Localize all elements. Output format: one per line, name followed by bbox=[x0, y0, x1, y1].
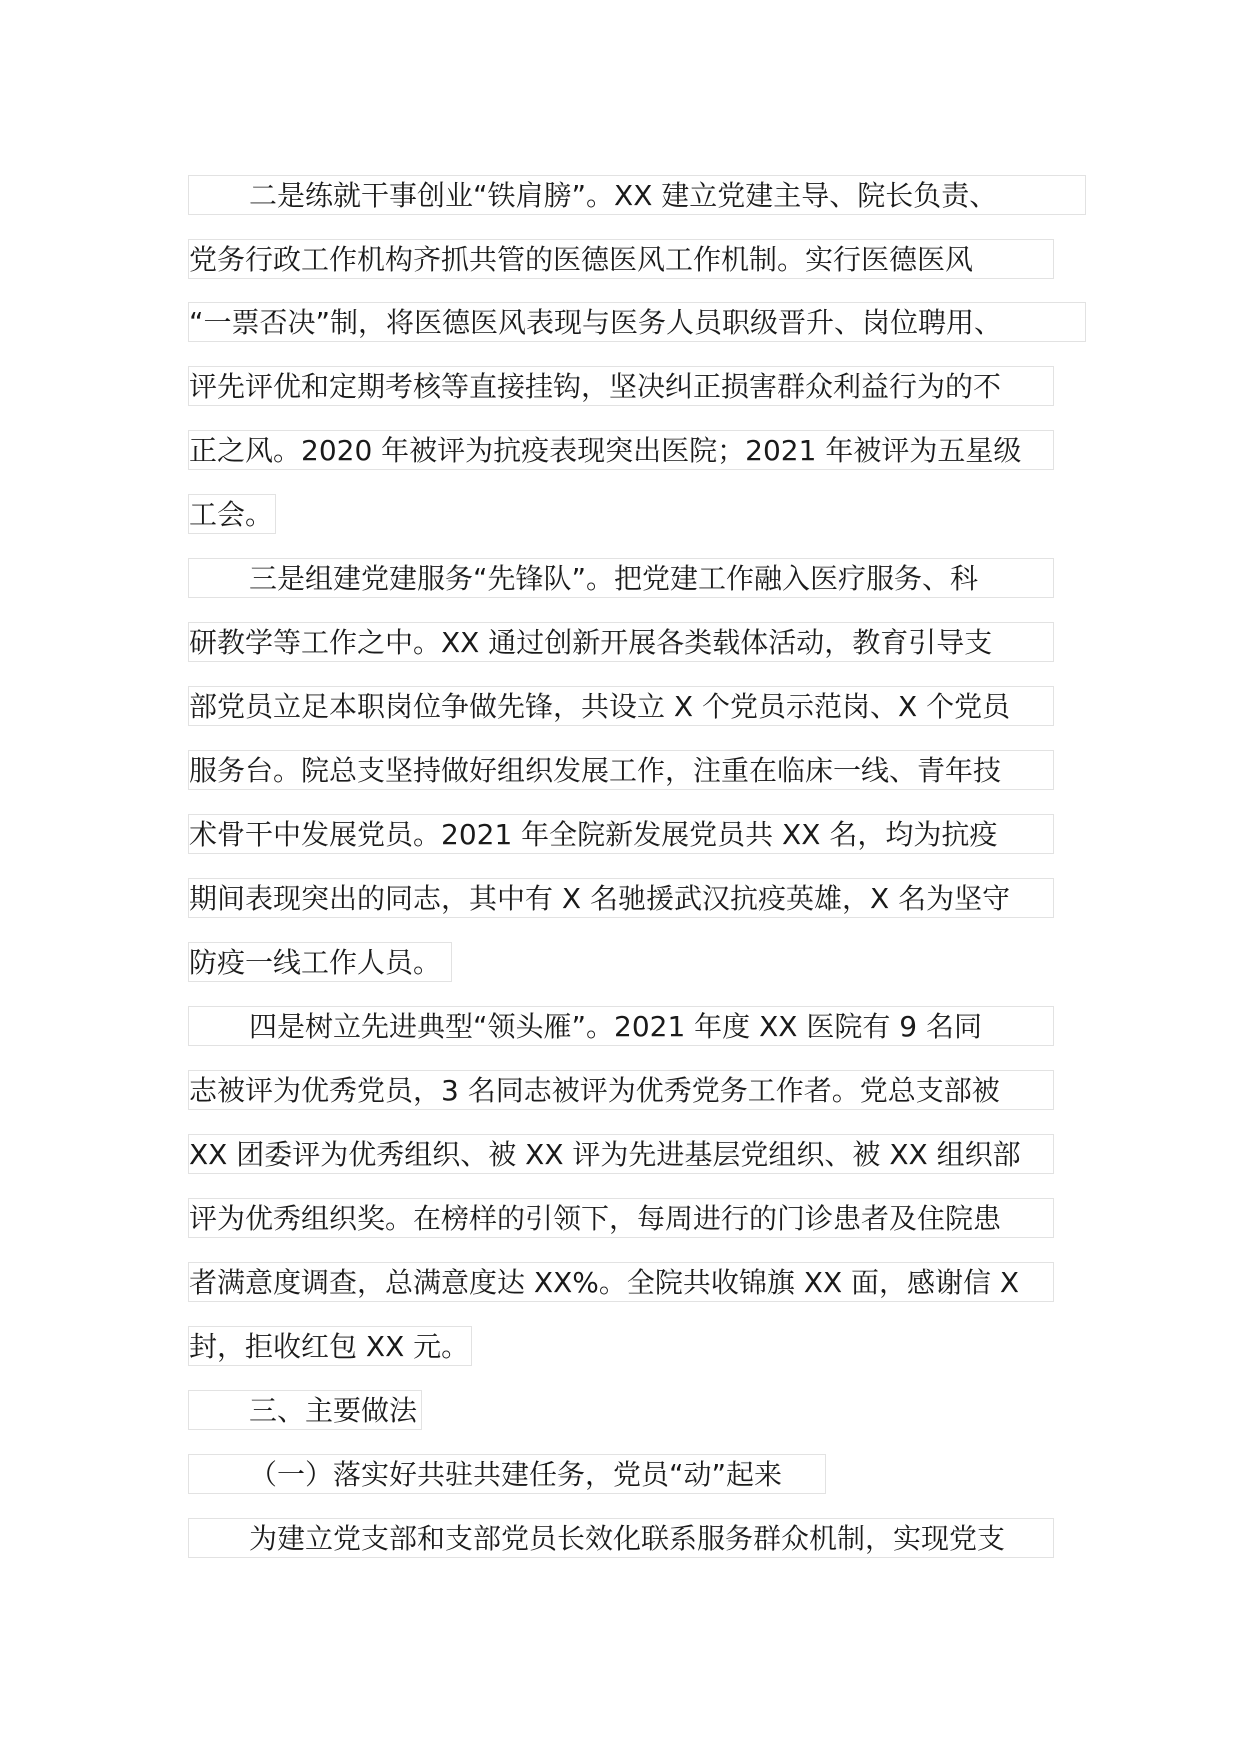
paragraph-3-line-1: 三是组建党建服务“先锋队”。把党建工作融入医疗服务、科 bbox=[188, 558, 1054, 598]
paragraph-3-line-6: 期间表现突出的同志，其中有 X 名驰援武汉抗疫英雄，X 名为坚守 bbox=[188, 878, 1054, 918]
section-heading-main-practices: 三、主要做法 bbox=[188, 1390, 422, 1430]
paragraph-2-line-4: 评先评优和定期考核等直接挂钩，坚决纠正损害群众利益行为的不 bbox=[188, 366, 1054, 406]
paragraph-2-line-6: 工会。 bbox=[188, 494, 276, 534]
paragraph-3-line-2: 研教学等工作之中。XX 通过创新开展各类载体活动，教育引导支 bbox=[188, 622, 1054, 662]
paragraph-2-line-2: 党务行政工作机构齐抓共管的医德医风工作机制。实行医德医风 bbox=[188, 239, 1054, 279]
paragraph-4-line-5: 者满意度调查，总满意度达 XX%。全院共收锦旗 XX 面，感谢信 X bbox=[188, 1262, 1054, 1302]
paragraph-3-line-5: 术骨干中发展党员。2021 年全院新发展党员共 XX 名，均为抗疫 bbox=[188, 814, 1054, 854]
paragraph-4-line-6: 封，拒收红包 XX 元。 bbox=[188, 1326, 472, 1366]
paragraph-4-line-4: 评为优秀组织奖。在榜样的引领下，每周进行的门诊患者及住院患 bbox=[188, 1198, 1054, 1238]
paragraph-2-line-1: 二是练就干事创业“铁肩膀”。XX 建立党建主导、院长负责、 bbox=[188, 175, 1086, 215]
paragraph-3-line-3: 部党员立足本职岗位争做先锋，共设立 X 个党员示范岗、X 个党员 bbox=[188, 686, 1054, 726]
paragraph-2-line-3: “一票否决”制，将医德医风表现与医务人员职级晋升、岗位聘用、 bbox=[188, 302, 1086, 342]
paragraph-2-line-5: 正之风。2020 年被评为抗疫表现突出医院；2021 年被评为五星级 bbox=[188, 430, 1054, 470]
paragraph-3-line-4: 服务台。院总支坚持做好组织发展工作，注重在临床一线、青年技 bbox=[188, 750, 1054, 790]
subsection-heading-1: （一）落实好共驻共建任务，党员“动”起来 bbox=[188, 1454, 826, 1494]
paragraph-4-line-3: XX 团委评为优秀组织、被 XX 评为先进基层党组织、被 XX 组织部 bbox=[188, 1134, 1054, 1174]
paragraph-3-line-7: 防疫一线工作人员。 bbox=[188, 942, 452, 982]
paragraph-4-line-1: 四是树立先进典型“领头雁”。2021 年度 XX 医院有 9 名同 bbox=[188, 1006, 1054, 1046]
paragraph-5-line-1: 为建立党支部和支部党员长效化联系服务群众机制，实现党支 bbox=[188, 1518, 1054, 1558]
paragraph-4-line-2: 志被评为优秀党员，3 名同志被评为优秀党务工作者。党总支部被 bbox=[188, 1070, 1054, 1110]
